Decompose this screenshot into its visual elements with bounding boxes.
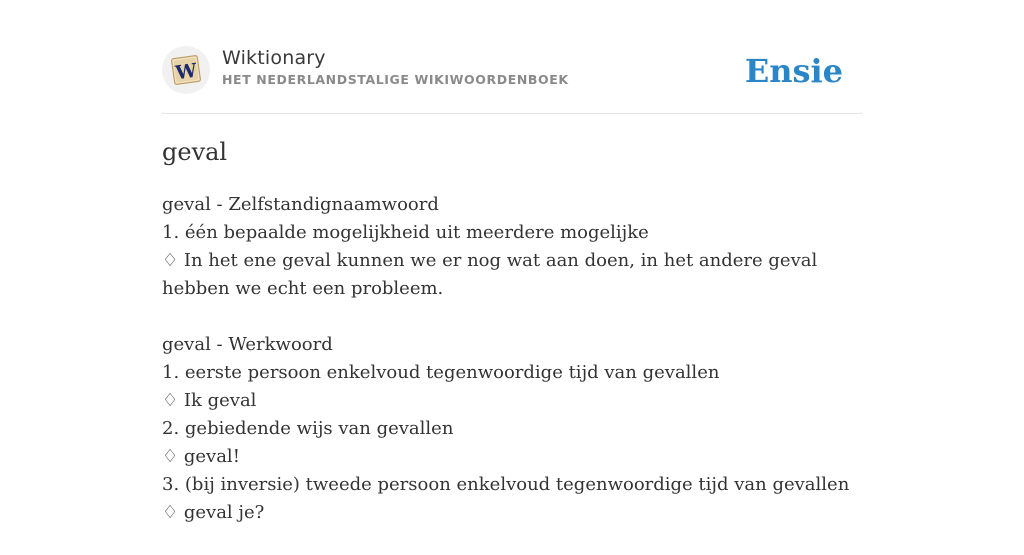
entry-body xyxy=(162,191,862,527)
example-line: ♢ In het ene geval kunnen we er nog wat aan doen, in het andere geval hebben we echt een probleem. xyxy=(162,250,818,299)
brand-subtitle: HET NEDERLANDSTALIGE WIKIWOORDENBOEK xyxy=(222,72,569,87)
brand-name[interactable]: Wiktionary xyxy=(222,47,326,69)
part-of-speech-heading: geval - Werkwoord xyxy=(162,334,333,355)
page-title: geval xyxy=(162,138,228,166)
ensie-link[interactable]: Ensie xyxy=(744,52,843,90)
wiktionary-tile-icon xyxy=(169,53,203,87)
wiktionary-logo[interactable] xyxy=(162,46,210,94)
definition-line: 3. (bij inversie) tweede persoon enkelvoud tegenwoordige tijd van gevallen xyxy=(162,474,850,495)
brand-block xyxy=(222,46,569,88)
main-content xyxy=(162,135,862,555)
logo-letter: W xyxy=(174,59,199,85)
part-of-speech-heading: geval - Zelfstandignaamwoord xyxy=(162,194,439,215)
site-header xyxy=(162,46,862,114)
definition-line: 1. één bepaalde mogelijkheid uit meerdere mogelijke xyxy=(162,222,649,243)
definition-line: 2. gebiedende wijs van gevallen xyxy=(162,418,454,439)
example-line: ♢ geval! xyxy=(162,446,240,467)
definition-line: 1. eerste persoon enkelvoud tegenwoordige tijd van gevallen xyxy=(162,362,720,383)
entry-section-verb xyxy=(162,331,862,527)
example-line: ♢ geval je? xyxy=(162,502,265,523)
example-line: ♢ Ik geval xyxy=(162,390,257,411)
entry-section-noun xyxy=(162,191,862,303)
